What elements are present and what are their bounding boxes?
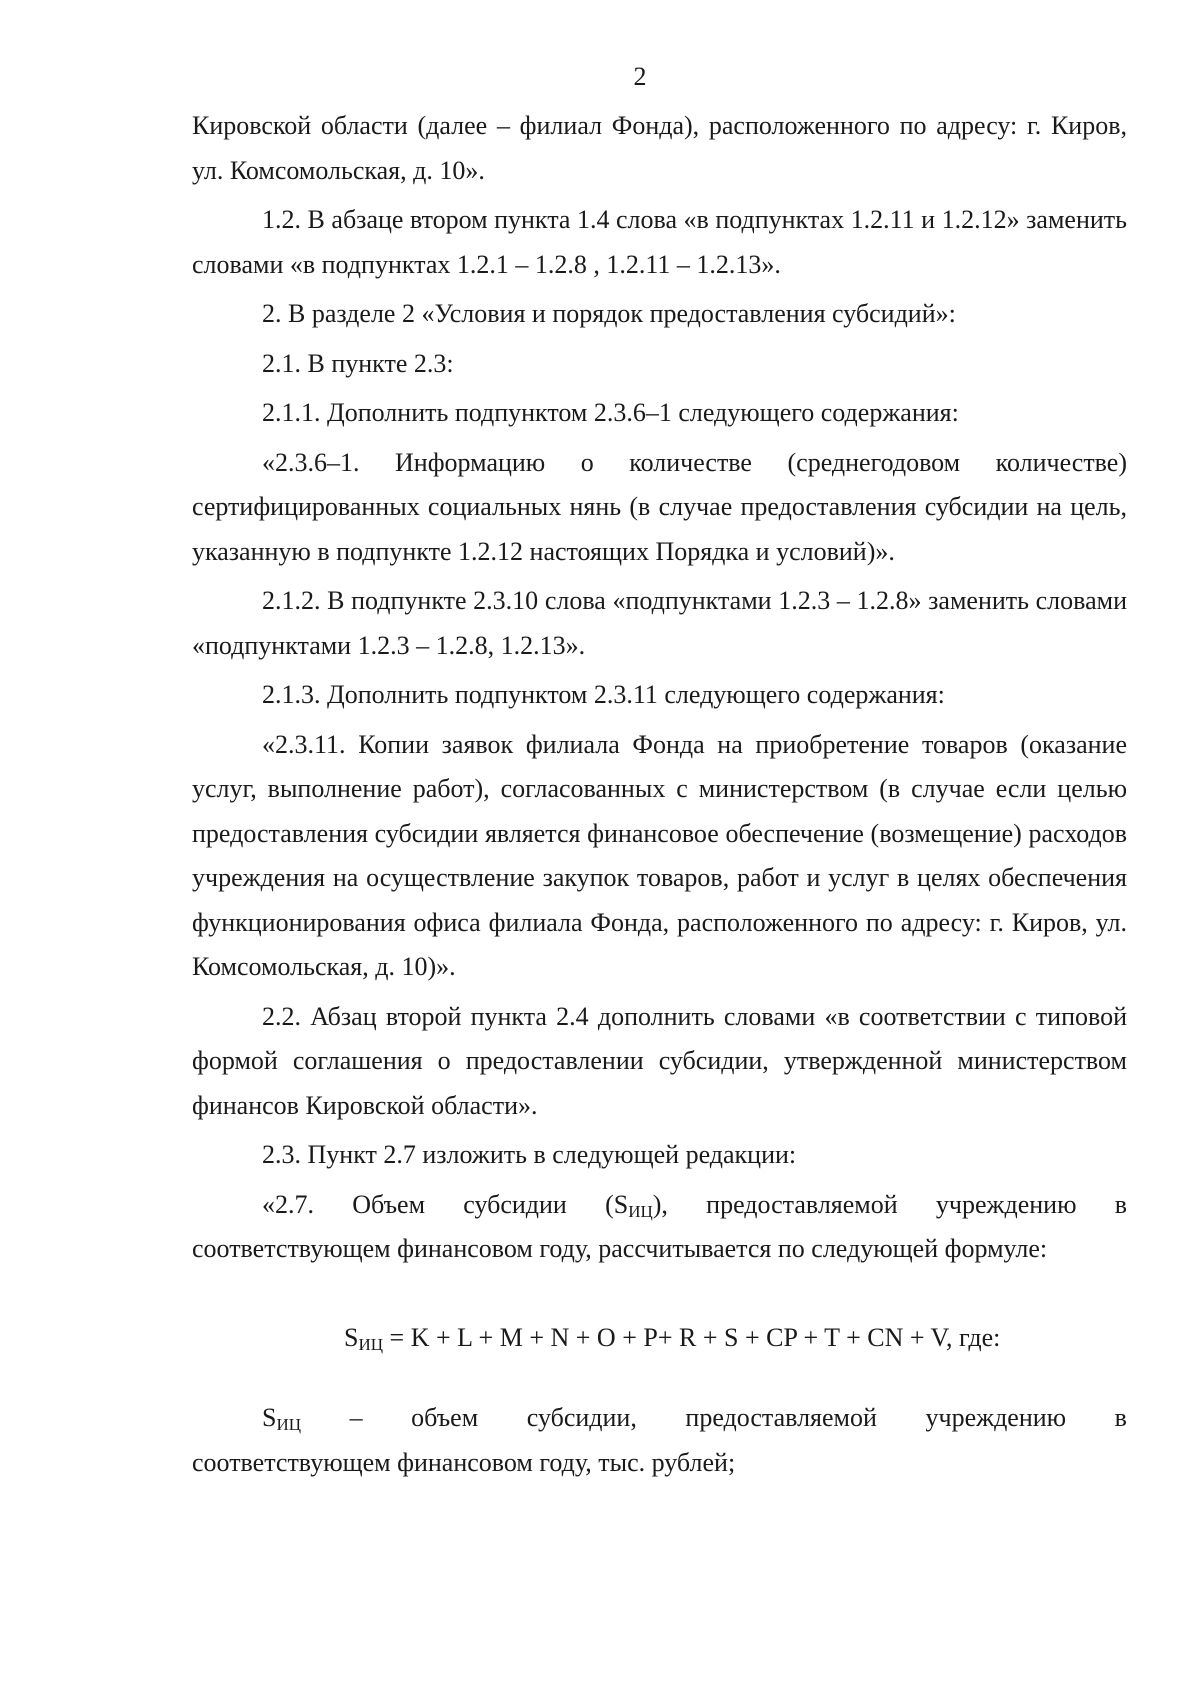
formula-rhs: = K + L + M + N + O + P+ R + S + CP + T + CN + V, где: xyxy=(383,1322,1001,1352)
p27-before: «2.7. Объем субсидии ( xyxy=(262,1189,614,1219)
symbol-subscript: ИЦ xyxy=(628,1201,653,1221)
paragraph: 2.1.3. Дополнить подпунктом 2.3.11 следующего содержания: xyxy=(262,680,945,709)
definition-word: предоставляемой xyxy=(685,1403,877,1432)
definition-first-line xyxy=(192,1396,1127,1441)
document-body xyxy=(192,104,1127,1485)
paragraph-2-7 xyxy=(192,1183,1127,1272)
paragraph: 2.1.1. Дополнить подпунктом 2.3.6–1 следующего содержания: xyxy=(262,398,959,427)
paragraph: «2.3.11. Копии заявок филиала Фонда на приобретение товаров (оказание услуг, выполнение работ), согласованных с министерством (в случае если целью предоставления субсидии является финансовое обеспечение (возмещение) расходов учреждения на осуществление закупок товаров, работ и услуг в целях обеспечения функционирования офиса филиала Фонда, расположенного по адресу: г. Киров, ул. Комсомольская, д. 10)». xyxy=(192,729,1127,981)
definition-word: в xyxy=(1114,1403,1127,1432)
definition-word: объем xyxy=(411,1403,479,1432)
definition xyxy=(192,1396,1127,1485)
paragraph: Кировской области (далее – филиал Фонда), расположенного по адресу: г. Киров, ул. Комсомольская, д. 10». xyxy=(192,111,1127,185)
formula xyxy=(192,1316,1127,1361)
definition-word: учреждению xyxy=(925,1403,1067,1432)
page-number: 2 xyxy=(633,62,647,91)
paragraph: «2.3.6–1. Информацию о количестве (среднегодовом количестве) сертифицированных социальных нянь (в случае предоставления субсидии на цель, указанную в подпункте 1.2.12 настоящих Порядка и условий)». xyxy=(192,447,1127,566)
paragraph: 2.1.2. В подпункте 2.3.10 слова «подпунктами 1.2.3 – 1.2.8» заменить словами «подпунктами 1.2.3 – 1.2.8, 1.2.13». xyxy=(192,586,1127,660)
definition-tail: соответствующем финансовом году, тыс. рублей; xyxy=(192,1447,736,1477)
paragraph: 2.3. Пункт 2.7 изложить в следующей редакции: xyxy=(262,1140,797,1169)
paragraph: 2. В разделе 2 «Условия и порядок предоставления субсидий»: xyxy=(262,299,956,328)
formula-lhs-subscript: ИЦ xyxy=(358,1334,384,1354)
paragraph: 1.2. В абзаце втором пункта 1.4 слова «в подпунктах 1.2.11 и 1.2.12» заменить словами «в подпунктах 1.2.1 – 1.2.8 , 1.2.11 – 1.2.13». xyxy=(192,205,1127,279)
formula-lhs: S xyxy=(344,1322,359,1352)
symbol-s: S xyxy=(613,1189,629,1219)
definition-symbol: $S_{ИЦ}$ xyxy=(262,1403,302,1434)
paragraph: 2.1. В пункте 2.3: xyxy=(262,348,454,378)
definition-dash: – xyxy=(349,1403,363,1432)
definition-word: субсидии, xyxy=(526,1403,637,1432)
paragraph: 2.2. Абзац второй пункта 2.4 дополнить словами «в соответствии с типовой формой соглашения о предоставлении субсидии, утвержденной министерством финансов Кировской области». xyxy=(192,1001,1127,1120)
p27-after: ), предоставляемой учреждению в соответствующем финансовом году, рассчитывается по следующей формуле: xyxy=(192,1189,1128,1263)
